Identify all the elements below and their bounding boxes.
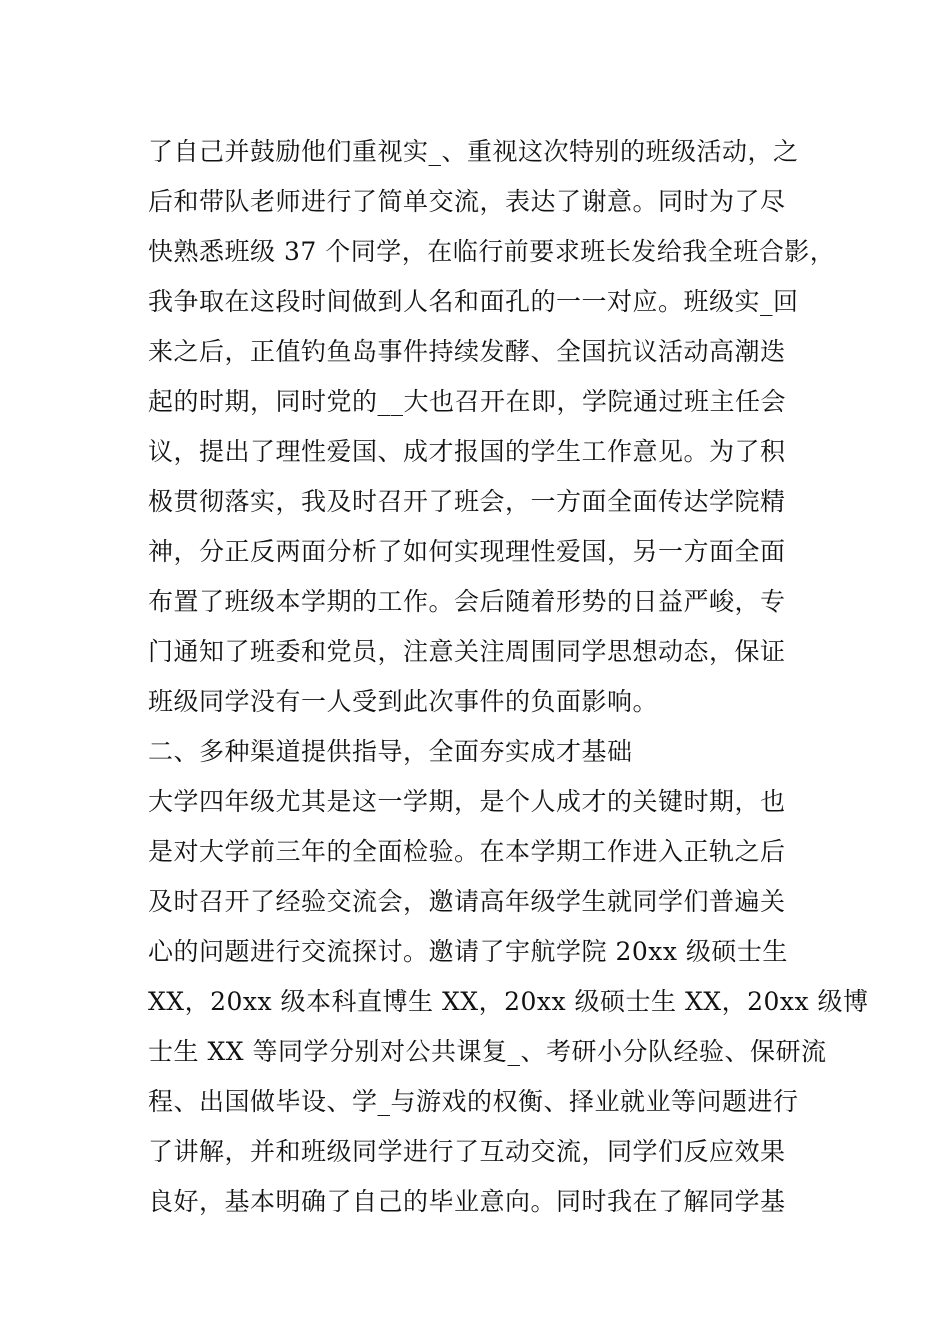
text-line: 布置了班级本学期的工作。会后随着形势的日益严峻，专 [148, 587, 786, 616]
text-line: 门通知了班委和党员，注意关注周围同学思想动态，保证 [148, 637, 786, 666]
text-line: XX，20xx 级本科直博生 XX，20xx 级硕士生 XX，20xx 级博 [148, 987, 869, 1016]
text-line: 良好，基本明确了自己的毕业意向。同时我在了解同学基 [148, 1187, 786, 1216]
document-body [148, 127, 869, 1227]
text-line: 程、出国做毕设、学_与游戏的权衡、择业就业等问题进行 [148, 1087, 799, 1116]
text-line: 及时召开了经验交流会，邀请高年级学生就同学们普遍关 [148, 887, 786, 916]
text-line: 来之后，正值钓鱼岛事件持续发酵、全国抗议活动高潮迭 [148, 337, 786, 366]
text-line: 大学四年级尤其是这一学期，是个人成才的关键时期，也 [148, 787, 786, 816]
text-line: 士生 XX 等同学分别对公共课复_、考研小分队经验、保研流 [148, 1037, 827, 1066]
text-line: 了讲解，并和班级同学进行了互动交流，同学们反应效果 [148, 1137, 786, 1166]
text-line: 是对大学前三年的全面检验。在本学期工作进入正轨之后 [148, 837, 786, 866]
text-line: 快熟悉班级 37 个同学，在临行前要求班长发给我全班合影， [148, 237, 836, 266]
text-line: 极贯彻落实，我及时召开了班会，一方面全面传达学院精 [148, 487, 786, 516]
text-line: 后和带队老师进行了简单交流，表达了谢意。同时为了尽 [148, 187, 786, 216]
text-line: 神，分正反两面分析了如何实现理性爱国，另一方面全面 [148, 537, 786, 566]
text-line: 我争取在这段时间做到人名和面孔的一一对应。班级实_回 [148, 287, 799, 316]
text-line: 班级同学没有一人受到此次事件的负面影响。 [148, 687, 659, 716]
section-heading: 二、多种渠道提供指导，全面夯实成才基础 [148, 737, 633, 766]
text-line: 议，提出了理性爱国、成才报国的学生工作意见。为了积 [148, 437, 786, 466]
text-line: 心的问题进行交流探讨。邀请了宇航学院 20xx 级硕士生 [148, 937, 788, 966]
text-line: 了自己并鼓励他们重视实_、重视这次特别的班级活动，之 [148, 137, 799, 166]
text-line: 起的时期，同时党的__大也召开在即，学院通过班主任会 [148, 387, 787, 416]
